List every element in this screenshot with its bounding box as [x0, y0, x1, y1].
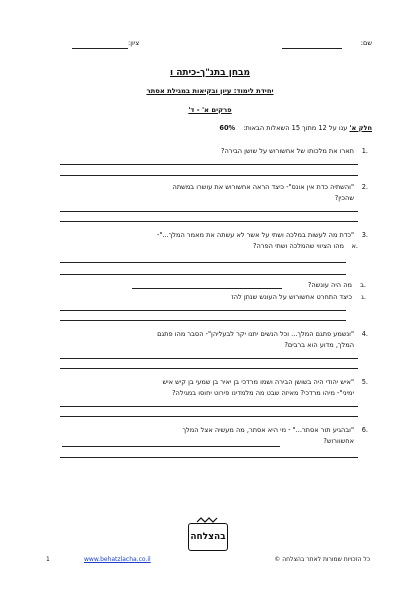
part-heading [60, 124, 372, 134]
question-number: 4. [361, 330, 368, 338]
answer-line[interactable] [60, 175, 358, 176]
answer-line[interactable] [60, 274, 346, 275]
question-number: 5. [361, 378, 368, 386]
chapters: פרקים א' - ד' [188, 106, 232, 114]
sub-question-number: ג. [361, 293, 366, 301]
question-text: ימיני"- מיהו מרדכי? מאיזה שבט מה מלמדינו פירוט יחוסו במגילה? [172, 389, 354, 397]
footer-copyright: כל הזכויות שמורות לאתר בהצלחה © [274, 556, 370, 563]
grade-field[interactable] [72, 48, 128, 49]
question-text: "והשתיה כדת אין אונס"- כיצד הראה אחשורוש את עושרו במשתה [172, 183, 354, 191]
subtitle: יחידת לימוד: עיון ובקיאות במגילת אסתר [146, 87, 274, 95]
question-text: "כדת מה לעשות במלכה ושתי על אשר לא עשתה את מאמר המלך..."- [157, 231, 354, 239]
sub-question-text: כיצד התחרט אחשורוש על העונש שנתן להז [231, 293, 352, 301]
question-text: "ונשמע פתגם המלך... וכל הנשים יתנו יקר לבעליהן"- הסבר מהו פתגם [157, 330, 354, 338]
answer-line[interactable] [60, 211, 358, 212]
question-text: "ובהגיע תור אסתר..." - מי היא אסתר, מה מעשיה אצל המלך [182, 426, 354, 434]
part-percent: 60% [219, 124, 236, 132]
footer-link[interactable]: www.behatzlacha.co.il [84, 556, 151, 563]
answer-line[interactable] [60, 221, 358, 222]
answer-line[interactable] [62, 446, 280, 447]
name-label: שם: [360, 39, 372, 47]
question-text: "איש יהודי היה בשושן הבירה ושמו מרדכי בן יאיר בן שמעי בן קיש איש [162, 378, 354, 386]
question-text: המלך, מדוע הוא ברבים? [284, 341, 354, 349]
part-instructions: ענו על 12 מתוך 15 השאלות הבאות: [243, 124, 348, 132]
page-number: 1 [46, 556, 50, 563]
question-number: 6. [361, 426, 368, 434]
answer-line[interactable] [132, 288, 282, 289]
answer-line[interactable] [60, 416, 358, 417]
question-text: תארו את מלכותו של אחשורוש על שושן הבירה? [220, 147, 354, 155]
sub-question-text: מהו הציווי שהמלכה ושתי הפרה? [253, 242, 344, 250]
logo [188, 523, 228, 551]
answer-line[interactable] [60, 310, 346, 311]
question-number: 3. [361, 231, 368, 239]
answer-line[interactable] [60, 358, 358, 359]
sub-question-text: מה היה עונשה? [307, 281, 352, 289]
answer-line[interactable] [60, 262, 346, 263]
question-number: 1. [361, 147, 368, 155]
sub-question-number: א. [351, 242, 358, 250]
name-field[interactable] [282, 48, 342, 49]
answer-line[interactable] [60, 368, 358, 369]
answer-line[interactable] [60, 164, 358, 165]
sub-question-number: ב. [360, 281, 366, 289]
question-number: 2. [361, 183, 368, 191]
page-title: מבחן בתנ"ך-כיתה ו [169, 68, 251, 78]
answer-line[interactable] [60, 320, 346, 321]
grade-label: ציון: [128, 39, 140, 47]
answer-line[interactable] [60, 406, 358, 407]
question-text: שהכין? [334, 194, 354, 202]
answer-line[interactable] [60, 457, 358, 458]
question-text: אחשוורוש? [323, 437, 354, 445]
part-label: חלק א' [349, 124, 372, 132]
logo-text: בהצלחה [190, 532, 226, 542]
